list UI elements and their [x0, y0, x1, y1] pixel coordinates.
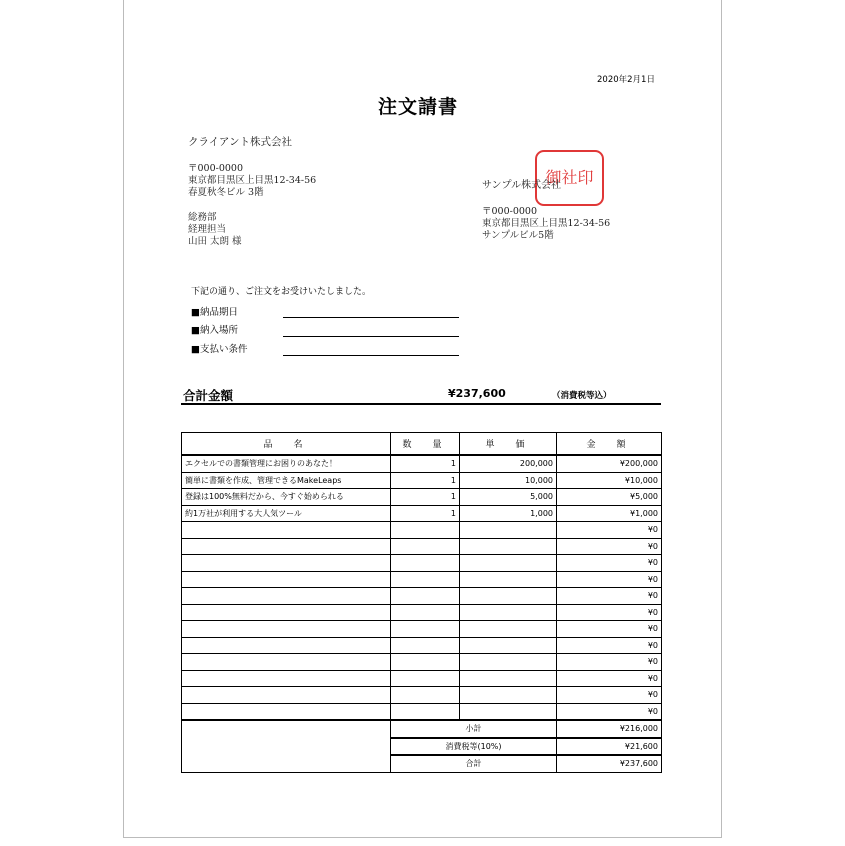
table-row	[182, 654, 662, 671]
document-title: 注文請書	[378, 96, 459, 118]
cell-item-name	[182, 538, 391, 555]
cell-item-name	[182, 670, 391, 687]
company-stamp: 御社印	[535, 150, 604, 206]
summary-value: ¥21,600	[557, 738, 662, 756]
table-row	[182, 687, 662, 704]
summary-label: 小計	[391, 720, 557, 738]
cell-unit-price	[460, 522, 557, 539]
table-row	[182, 703, 662, 720]
issuer-name: サンプル株式会社	[482, 180, 562, 191]
cell-item-name	[182, 654, 391, 671]
cell-unit-price	[460, 571, 557, 588]
cell-item-name	[182, 637, 391, 654]
summary-row-subtotal	[182, 720, 662, 738]
cell-unit-price: 10,000	[460, 472, 557, 489]
total-underline	[181, 403, 661, 405]
table-row	[182, 604, 662, 621]
summary-blank-cell	[182, 720, 391, 772]
cell-item-name: エクセルでの書類管理にお困りのあなた！	[182, 455, 391, 472]
table-row	[182, 522, 662, 539]
cell-unit-price: 200,000	[460, 455, 557, 472]
items-table	[181, 432, 662, 773]
table-row	[182, 670, 662, 687]
client-person: 山田 太朗 様	[188, 236, 242, 247]
cell-amount: ¥0	[557, 621, 662, 638]
client-building: 春夏秋冬ビル 3階	[188, 187, 264, 198]
intro-text: 下記の通り、ご注文をお受けいたしました。	[191, 287, 372, 297]
issuer-building: サンプルビル5階	[482, 230, 554, 241]
cell-item-name	[182, 703, 391, 720]
field-label-delivery-place: ■納入場所	[191, 325, 238, 336]
table-row	[182, 472, 662, 489]
cell-item-name	[182, 621, 391, 638]
table-row	[182, 555, 662, 572]
cell-quantity	[391, 522, 460, 539]
cell-item-name: 登録は100%無料だから、今すぐ始められる	[182, 489, 391, 506]
cell-amount: ¥200,000	[557, 455, 662, 472]
issuer-address: 東京都目黒区上目黒12-34-56	[482, 218, 611, 229]
header-item: 品 名	[182, 433, 391, 456]
cell-amount: ¥0	[557, 522, 662, 539]
cell-quantity	[391, 670, 460, 687]
client-role: 経理担当	[188, 224, 227, 235]
table-row	[182, 455, 662, 472]
table-row	[182, 505, 662, 522]
cell-amount: ¥1,000	[557, 505, 662, 522]
summary-label: 合計	[391, 755, 557, 772]
header-unit-price: 単 価	[460, 433, 557, 456]
summary-label: 消費税等(10%)	[391, 738, 557, 756]
issuer-postal: 〒000-0000	[482, 206, 538, 217]
cell-quantity: 1	[391, 505, 460, 522]
cell-unit-price	[460, 588, 557, 605]
cell-quantity: 1	[391, 489, 460, 506]
cell-item-name	[182, 522, 391, 539]
cell-quantity: 1	[391, 455, 460, 472]
table-row	[182, 538, 662, 555]
field-line-payment-terms	[283, 355, 459, 356]
cell-unit-price	[460, 670, 557, 687]
cell-amount: ¥0	[557, 654, 662, 671]
cell-unit-price	[460, 687, 557, 704]
cell-amount: ¥10,000	[557, 472, 662, 489]
cell-amount: ¥0	[557, 670, 662, 687]
client-postal: 〒000-0000	[188, 163, 244, 174]
cell-quantity	[391, 654, 460, 671]
cell-unit-price	[460, 555, 557, 572]
total-label: 合計金額	[183, 388, 234, 403]
summary-value: ¥216,000	[557, 720, 662, 738]
client-dept: 総務部	[188, 212, 217, 223]
cell-unit-price	[460, 703, 557, 720]
cell-quantity	[391, 571, 460, 588]
field-label-payment-terms: ■支払い条件	[191, 344, 248, 355]
total-amount: ¥237,600	[448, 387, 506, 400]
cell-unit-price: 1,000	[460, 505, 557, 522]
cell-unit-price	[460, 637, 557, 654]
total-tax-note: （消費税等込）	[552, 391, 612, 401]
cell-amount: ¥0	[557, 571, 662, 588]
cell-amount: ¥0	[557, 588, 662, 605]
cell-item-name	[182, 687, 391, 704]
table-header-row	[182, 433, 662, 456]
cell-unit-price	[460, 654, 557, 671]
field-label-delivery-date: ■納品期日	[191, 307, 238, 318]
cell-quantity	[391, 637, 460, 654]
cell-amount: ¥0	[557, 538, 662, 555]
field-line-delivery-date	[283, 317, 459, 318]
header-amount: 金 額	[557, 433, 662, 456]
cell-amount: ¥0	[557, 604, 662, 621]
client-address: 東京都目黒区上目黒12-34-56	[188, 175, 317, 186]
cell-quantity	[391, 555, 460, 572]
cell-item-name	[182, 588, 391, 605]
table-row	[182, 621, 662, 638]
field-line-delivery-place	[283, 336, 459, 337]
cell-item-name: 簡単に書類を作成、管理できるMakeLeaps	[182, 472, 391, 489]
client-name: クライアント株式会社	[188, 136, 292, 148]
table-row	[182, 571, 662, 588]
cell-quantity	[391, 604, 460, 621]
summary-value: ¥237,600	[557, 755, 662, 772]
cell-quantity	[391, 687, 460, 704]
table-row	[182, 637, 662, 654]
cell-item-name	[182, 571, 391, 588]
cell-amount: ¥5,000	[557, 489, 662, 506]
cell-amount: ¥0	[557, 637, 662, 654]
cell-quantity	[391, 621, 460, 638]
cell-quantity	[391, 588, 460, 605]
cell-quantity	[391, 703, 460, 720]
cell-unit-price	[460, 621, 557, 638]
table-row	[182, 489, 662, 506]
cell-amount: ¥0	[557, 703, 662, 720]
cell-item-name	[182, 604, 391, 621]
cell-unit-price	[460, 538, 557, 555]
cell-unit-price: 5,000	[460, 489, 557, 506]
cell-item-name	[182, 555, 391, 572]
cell-amount: ¥0	[557, 687, 662, 704]
cell-item-name: 約1万社が利用する大人気ツール	[182, 505, 391, 522]
cell-amount: ¥0	[557, 555, 662, 572]
cell-quantity	[391, 538, 460, 555]
issue-date: 2020年2月1日	[597, 75, 655, 85]
table-row	[182, 588, 662, 605]
cell-quantity: 1	[391, 472, 460, 489]
header-qty: 数 量	[391, 433, 460, 456]
cell-unit-price	[460, 604, 557, 621]
